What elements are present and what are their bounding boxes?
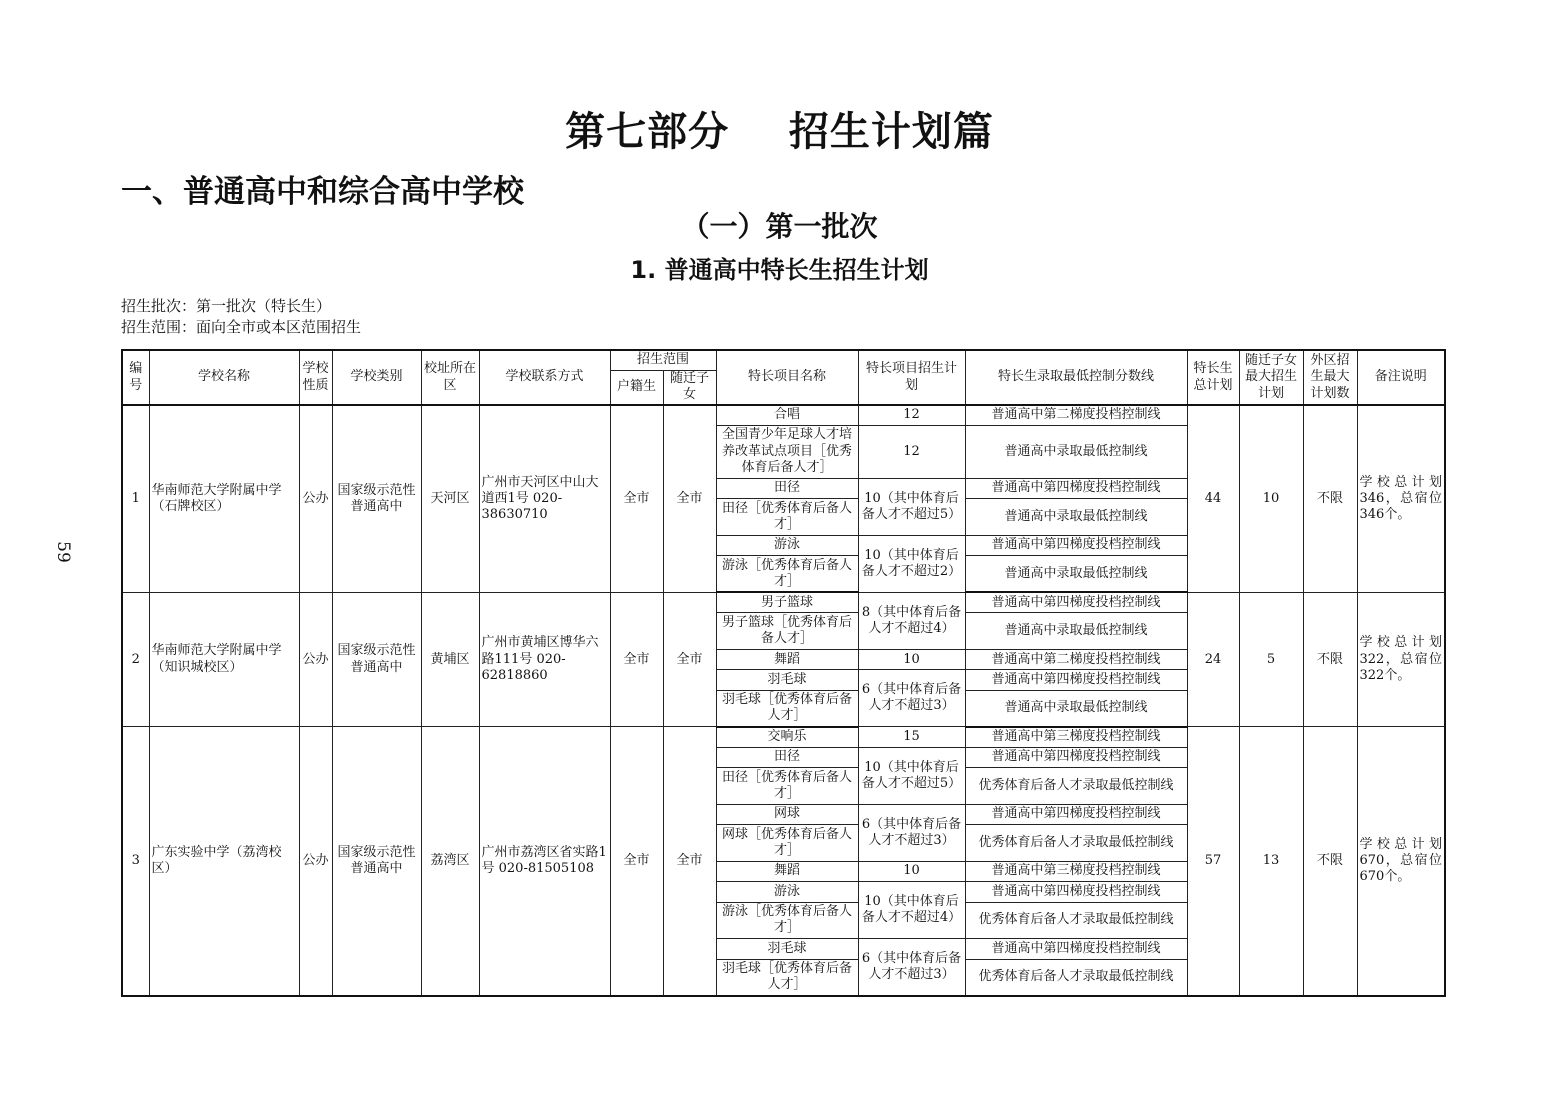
admission-plan-table (121, 349, 1446, 997)
batch-heading: （一）第一批次 (681, 210, 878, 243)
school-contact: 广州市荔湾区省实路1号 020-81505108 (479, 727, 610, 996)
header-school-name: 学校名称 (149, 350, 299, 405)
scope-migrant: 全市 (663, 727, 716, 996)
school-no: 1 (122, 405, 149, 592)
header-contact: 学校联系方式 (479, 350, 610, 405)
item-name: 游泳［优秀体育后备人才］ (716, 556, 858, 593)
item-name: 交响乐 (716, 727, 858, 747)
scope-migrant: 全市 (663, 405, 716, 592)
admission-scope-note: 招生范围：面向全市或本区范围招生 (121, 318, 362, 336)
header-remark: 备注说明 (1357, 350, 1445, 405)
score-line: 普通高中第四梯度投档控制线 (965, 478, 1187, 498)
total-plan: 44 (1187, 405, 1239, 592)
item-name: 网球［优秀体育后备人才］ (716, 825, 858, 862)
score-line: 普通高中第四梯度投档控制线 (965, 535, 1187, 555)
item-name: 田径［优秀体育后备人才］ (716, 499, 858, 536)
item-name: 男子篮球［优秀体育后备人才］ (716, 613, 858, 650)
score-line: 普通高中第二梯度投档控制线 (965, 650, 1187, 670)
item-plan: 6（其中体育后备人才不超过3） (858, 939, 965, 996)
item-plan: 15 (858, 727, 965, 747)
item-plan: 6（其中体育后备人才不超过3） (858, 670, 965, 727)
item-name: 羽毛球 (716, 670, 858, 690)
score-line: 普通高中第二梯度投档控制线 (965, 405, 1187, 425)
school-district: 黄埔区 (421, 592, 479, 726)
item-plan: 10（其中体育后备人才不超过2） (858, 535, 965, 592)
school-category: 国家级示范性普通高中 (332, 405, 421, 592)
score-line: 普通高中录取最低控制线 (965, 613, 1187, 650)
total-plan: 24 (1187, 592, 1239, 726)
scope-local: 全市 (610, 727, 663, 996)
score-line: 普通高中第四梯度投档控制线 (965, 592, 1187, 612)
plan-heading: 1. 普通高中特长生招生计划 (630, 256, 929, 284)
item-plan: 8（其中体育后备人才不超过4） (858, 592, 965, 649)
total-plan: 57 (1187, 727, 1239, 996)
score-line: 优秀体育后备人才录取最低控制线 (965, 959, 1187, 996)
item-name: 网球 (716, 804, 858, 824)
score-line: 普通高中第三梯度投档控制线 (965, 727, 1187, 747)
item-plan: 12 (858, 405, 965, 425)
header-no: 编号 (122, 350, 149, 405)
migrant-max: 10 (1239, 405, 1303, 592)
score-line: 普通高中录取最低控制线 (965, 425, 1187, 478)
item-name: 游泳 (716, 882, 858, 902)
score-line: 普通高中第四梯度投档控制线 (965, 747, 1187, 767)
header-scope-local: 户籍生 (610, 370, 663, 405)
school-contact: 广州市黄埔区博华六路111号 020-62818860 (479, 592, 610, 726)
admission-batch-note: 招生批次：第一批次（特长生） (121, 297, 332, 315)
header-school-category: 学校类别 (332, 350, 421, 405)
item-name: 羽毛球 (716, 939, 858, 959)
school-no: 2 (122, 592, 149, 726)
item-name: 全国青少年足球人才培养改革试点项目［优秀体育后备人才］ (716, 425, 858, 478)
school-name: 广东实验中学（荔湾校区） (149, 727, 299, 996)
school-nature: 公办 (299, 592, 332, 726)
score-line: 普通高中录取最低控制线 (965, 690, 1187, 727)
school-district: 荔湾区 (421, 727, 479, 996)
school-category: 国家级示范性普通高中 (332, 727, 421, 996)
school-name: 华南师范大学附属中学（石牌校区） (149, 405, 299, 592)
item-name: 舞蹈 (716, 861, 858, 881)
item-name: 舞蹈 (716, 650, 858, 670)
school-category: 国家级示范性普通高中 (332, 592, 421, 726)
outside-max: 不限 (1303, 405, 1357, 592)
remark: 学校总计划322，总宿位322个。 (1357, 592, 1445, 726)
item-name: 游泳［优秀体育后备人才］ (716, 902, 858, 939)
item-name: 游泳 (716, 535, 858, 555)
header-item-plan: 特长项目招生计划 (858, 350, 965, 405)
item-plan: 6（其中体育后备人才不超过3） (858, 804, 965, 861)
score-line: 普通高中第四梯度投档控制线 (965, 670, 1187, 690)
remark: 学校总计划670，总宿位670个。 (1357, 727, 1445, 996)
item-plan: 10 (858, 861, 965, 881)
page-title: 第七部分 招生计划篇 (565, 108, 994, 155)
item-plan: 10（其中体育后备人才不超过4） (858, 882, 965, 939)
school-district: 天河区 (421, 405, 479, 592)
header-total-plan: 特长生总计划 (1187, 350, 1239, 405)
outside-max: 不限 (1303, 592, 1357, 726)
score-line: 优秀体育后备人才录取最低控制线 (965, 825, 1187, 862)
school-no: 3 (122, 727, 149, 996)
item-plan: 10（其中体育后备人才不超过5） (858, 478, 965, 535)
outside-max: 不限 (1303, 727, 1357, 996)
score-line: 普通高中录取最低控制线 (965, 499, 1187, 536)
section-heading: 一、普通高中和综合高中学校 (121, 174, 524, 210)
header-school-nature: 学校性质 (299, 350, 332, 405)
score-line: 普通高中录取最低控制线 (965, 556, 1187, 593)
item-plan: 12 (858, 425, 965, 478)
header-migrant-max: 随迁子女最大招生计划 (1239, 350, 1303, 405)
migrant-max: 13 (1239, 727, 1303, 996)
scope-local: 全市 (610, 592, 663, 726)
school-name: 华南师范大学附属中学（知识城校区） (149, 592, 299, 726)
header-scope-migrant: 随迁子女 (663, 370, 716, 405)
score-line: 普通高中第三梯度投档控制线 (965, 861, 1187, 881)
item-name: 田径 (716, 478, 858, 498)
school-contact: 广州市天河区中山大道西1号 020-38630710 (479, 405, 610, 592)
score-line: 优秀体育后备人才录取最低控制线 (965, 902, 1187, 939)
score-line: 普通高中第四梯度投档控制线 (965, 882, 1187, 902)
remark: 学校总计划346，总宿位346个。 (1357, 405, 1445, 592)
item-name: 田径 (716, 747, 858, 767)
item-name: 羽毛球［优秀体育后备人才］ (716, 690, 858, 727)
scope-local: 全市 (610, 405, 663, 592)
header-score-line: 特长生录取最低控制分数线 (965, 350, 1187, 405)
school-nature: 公办 (299, 405, 332, 592)
migrant-max: 5 (1239, 592, 1303, 726)
school-nature: 公办 (299, 727, 332, 996)
item-plan: 10（其中体育后备人才不超过5） (858, 747, 965, 804)
page-number: 59 (52, 541, 73, 563)
score-line: 优秀体育后备人才录取最低控制线 (965, 768, 1187, 805)
scope-migrant: 全市 (663, 592, 716, 726)
header-district: 校址所在区 (421, 350, 479, 405)
header-outside-max: 外区招生最大计划数 (1303, 350, 1357, 405)
header-scope: 招生范围 (610, 350, 716, 370)
item-plan: 10 (858, 650, 965, 670)
item-name: 羽毛球［优秀体育后备人才］ (716, 959, 858, 996)
header-item-name: 特长项目名称 (716, 350, 858, 405)
item-name: 合唱 (716, 405, 858, 425)
item-name: 男子篮球 (716, 592, 858, 612)
item-name: 田径［优秀体育后备人才］ (716, 768, 858, 805)
score-line: 普通高中第四梯度投档控制线 (965, 939, 1187, 959)
score-line: 普通高中第四梯度投档控制线 (965, 804, 1187, 824)
